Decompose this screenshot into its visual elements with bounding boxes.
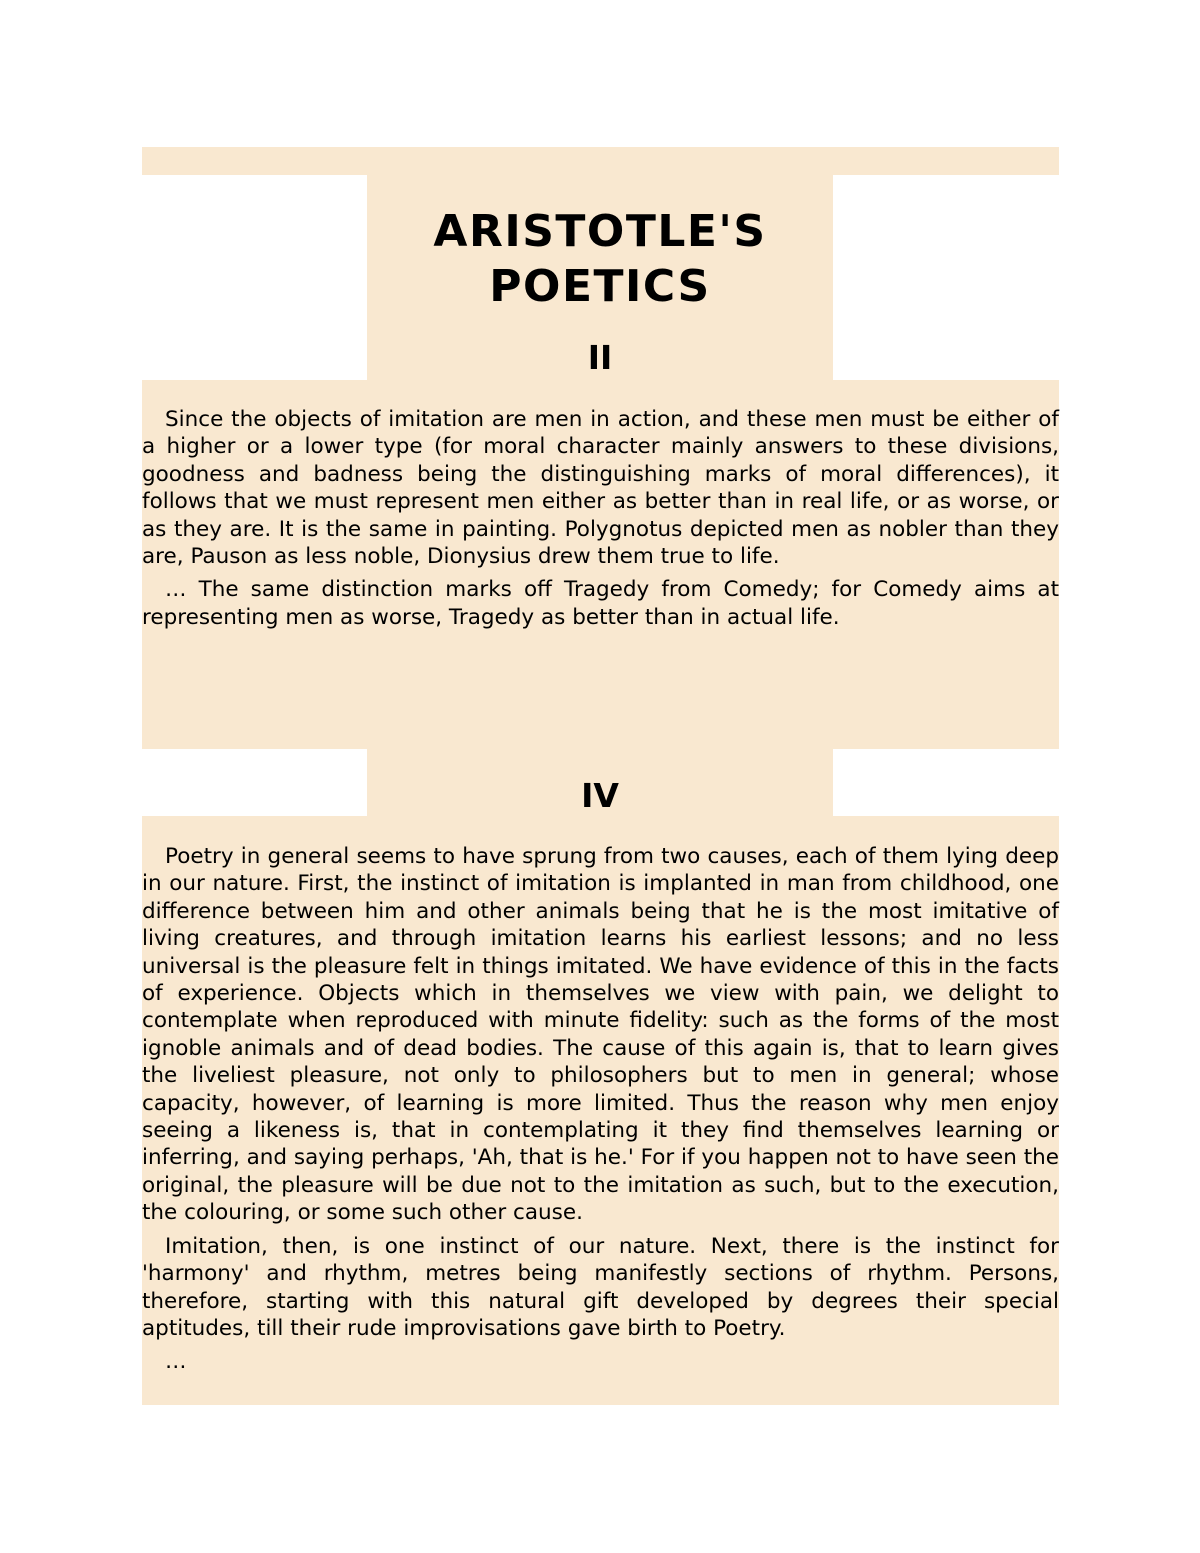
title-line-1: ARISTOTLE'S — [433, 206, 767, 257]
title-line-2: POETICS — [489, 261, 711, 312]
section-ii-body — [142, 406, 1059, 637]
paragraph: Since the objects of imitation are men in action, and these men must be either of a higher or a lower type (for moral character mainly answers to these divisions, goodness and badness being the distinguishing marks of moral differences), it follows that we must represent men either as better than in real life, or as worse, or as they are. It is the same in painting. Polygnotus depicted men as nobler than they are, Pauson as less noble, Dionysius drew them true to life. — [142, 407, 1059, 570]
paragraph: Poetry in general seems to have sprung from two causes, each of them lying deep in our nature. First, the instinct of imitation is implanted in man from childhood, one difference between him and other animals being that he is the most imitative of living creatures, and through imitation learns his earliest lessons; and no less universal is the pleasure felt in things imitated. We have evidence of this in the facts of experience. Objects which in themselves we view with pain, we delight to contemplate when reproduced with minute fidelity: such as the forms of the most ignoble animals and of dead bodies. The cause of this again is, that to learn gives the liveliest pleasure, not only to philosophers but to men in general; whose capacity, however, of learning is more limited. Thus the reason why men enjoy seeing a likeness is, that in contemplating it they find themselves learning or inferring, and saying perhaps, 'Ah, that is he.' For if you happen not to have seen the original, the pleasure will be due not to the imitation as such, but to the execution, the colouring, or some such other cause. — [142, 844, 1059, 1226]
paragraph: … — [165, 1349, 187, 1375]
paragraph: … The same distinction marks off Tragedy from Comedy; for Comedy aims at representing men as worse, Tragedy as better than in actual life. — [142, 577, 1059, 630]
top-band — [142, 147, 1059, 175]
section-heading-iv: IV — [581, 776, 619, 815]
section-iv-body — [142, 843, 1059, 1382]
paragraph: Imitation, then, is one instinct of our nature. Next, there is the instinct for 'harmony' and rhythm, metres being manifestly sections of rhythm. Persons, therefore, starting with this natural gift developed by degrees their special aptitudes, till their rude improvisations gave birth to Poetry. — [142, 1233, 1059, 1341]
page-title — [367, 204, 833, 314]
section-heading-ii: II — [587, 338, 613, 377]
